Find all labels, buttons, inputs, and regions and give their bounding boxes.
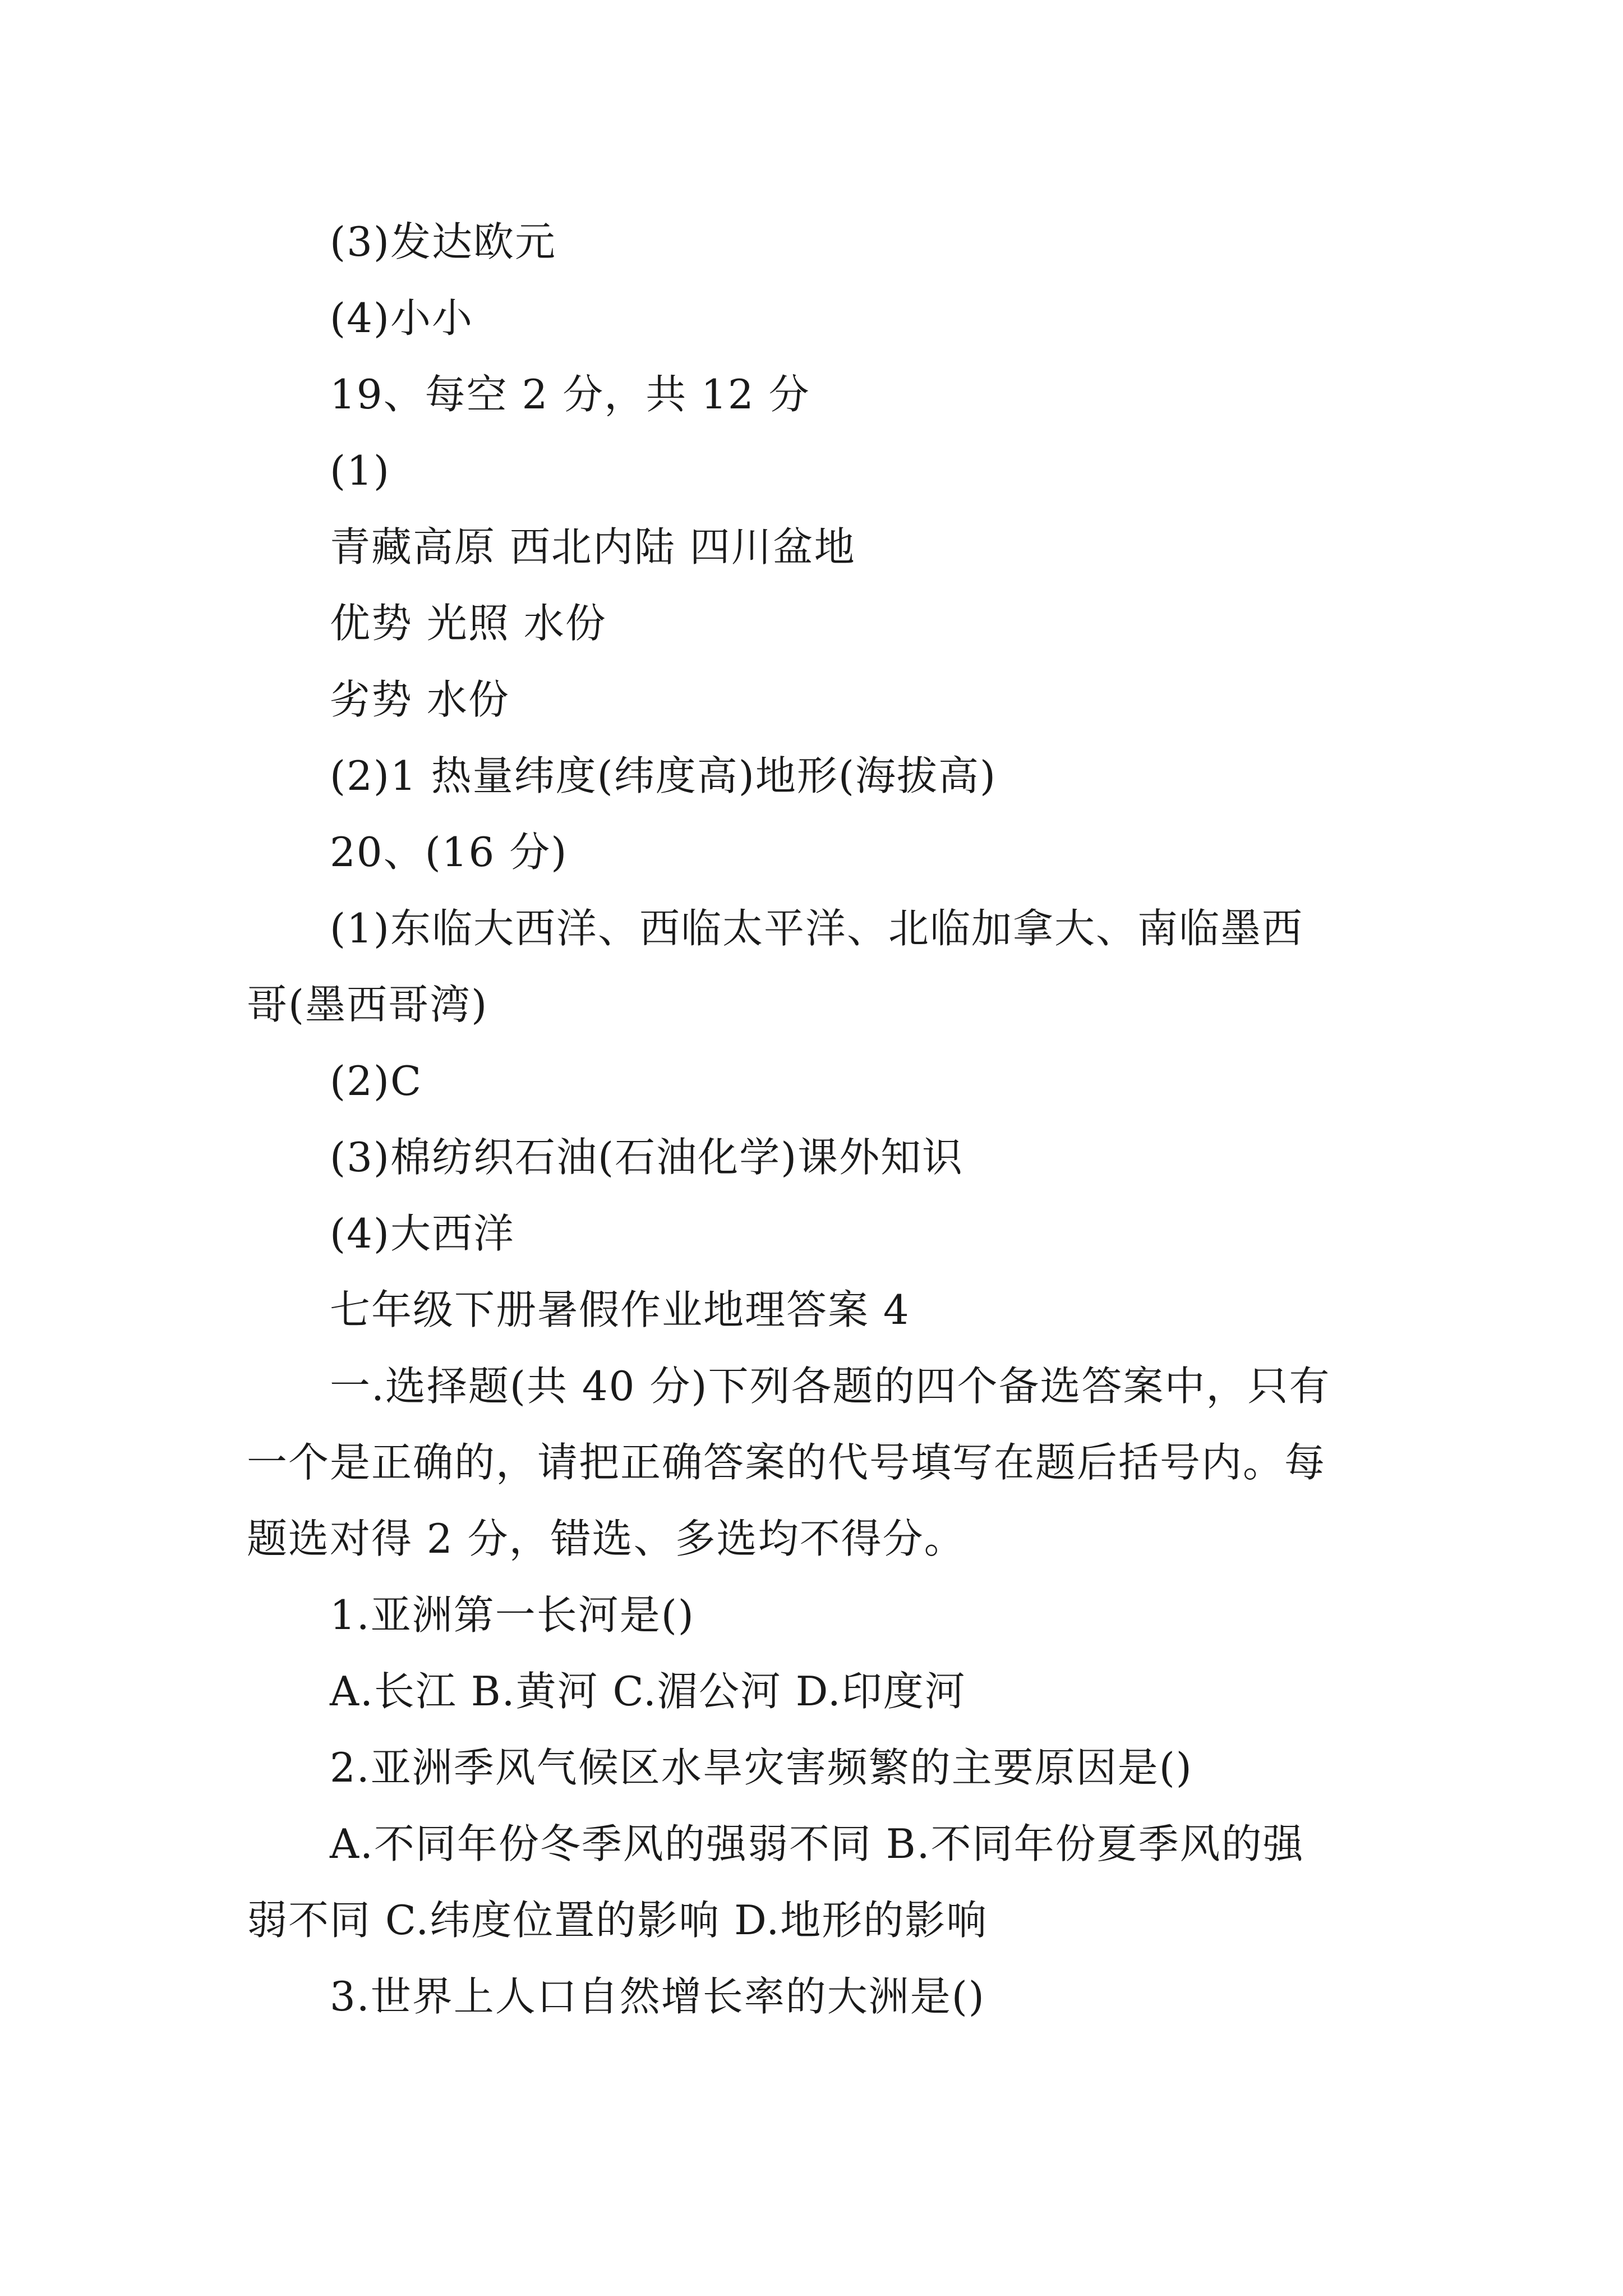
question-heading: 20、(16 分) — [330, 829, 568, 876]
answer-line: (1) — [330, 447, 390, 494]
answer-line: (1)东临大西洋、西临太平洋、北临加拿大、南临墨西 — [330, 905, 1303, 952]
answer-line: 青藏高原 西北内陆 四川盆地 — [330, 523, 856, 570]
answer-line: (3)发达欧元 — [330, 218, 556, 265]
question-line: 1.亚洲第一长河是() — [330, 1591, 695, 1639]
answer-line: (2)1 热量纬度(纬度高)地形(海拔高) — [330, 752, 997, 799]
answer-line: (3)棉纺织石油(石油化学)课外知识 — [330, 1134, 964, 1181]
question-heading: 19、每空 2 分，共 12 分 — [330, 371, 810, 418]
question-line: 3.世界上人口自然增长率的大洲是() — [330, 1973, 985, 2020]
section-title: 七年级下册暑假作业地理答案 4 — [330, 1286, 910, 1333]
section-instructions: 一.选择题(共 40 分)下列各题的四个备选答案中，只有 — [330, 1363, 1331, 1410]
section-instructions-continued: 题选对得 2 分，错选、多选均不得分。 — [247, 1515, 966, 1562]
section-instructions-continued: 一个是正确的，请把正确答案的代号填写在题后括号内。每 — [247, 1439, 1326, 1486]
options-line: A.不同年份冬季风的强弱不同 B.不同年份夏季风的强 — [330, 1820, 1304, 1867]
answer-line: (2)C — [330, 1057, 423, 1105]
answer-line: 劣势 水份 — [330, 676, 510, 723]
answer-line: 优势 光照 水份 — [330, 600, 607, 647]
answer-line-continued: 哥(墨西哥湾) — [247, 981, 488, 1028]
options-line-continued: 弱不同 C.纬度位置的影响 D.地形的影响 — [247, 1897, 988, 1944]
question-line: 2.亚洲季风气候区水旱灾害频繁的主要原因是() — [330, 1744, 1193, 1791]
options-line: A.长江 B.黄河 C.湄公河 D.印度河 — [330, 1668, 966, 1715]
document-body — [247, 204, 1385, 2035]
answer-line: (4)大西洋 — [330, 1210, 515, 1257]
answer-line: (4)小小 — [330, 295, 473, 342]
